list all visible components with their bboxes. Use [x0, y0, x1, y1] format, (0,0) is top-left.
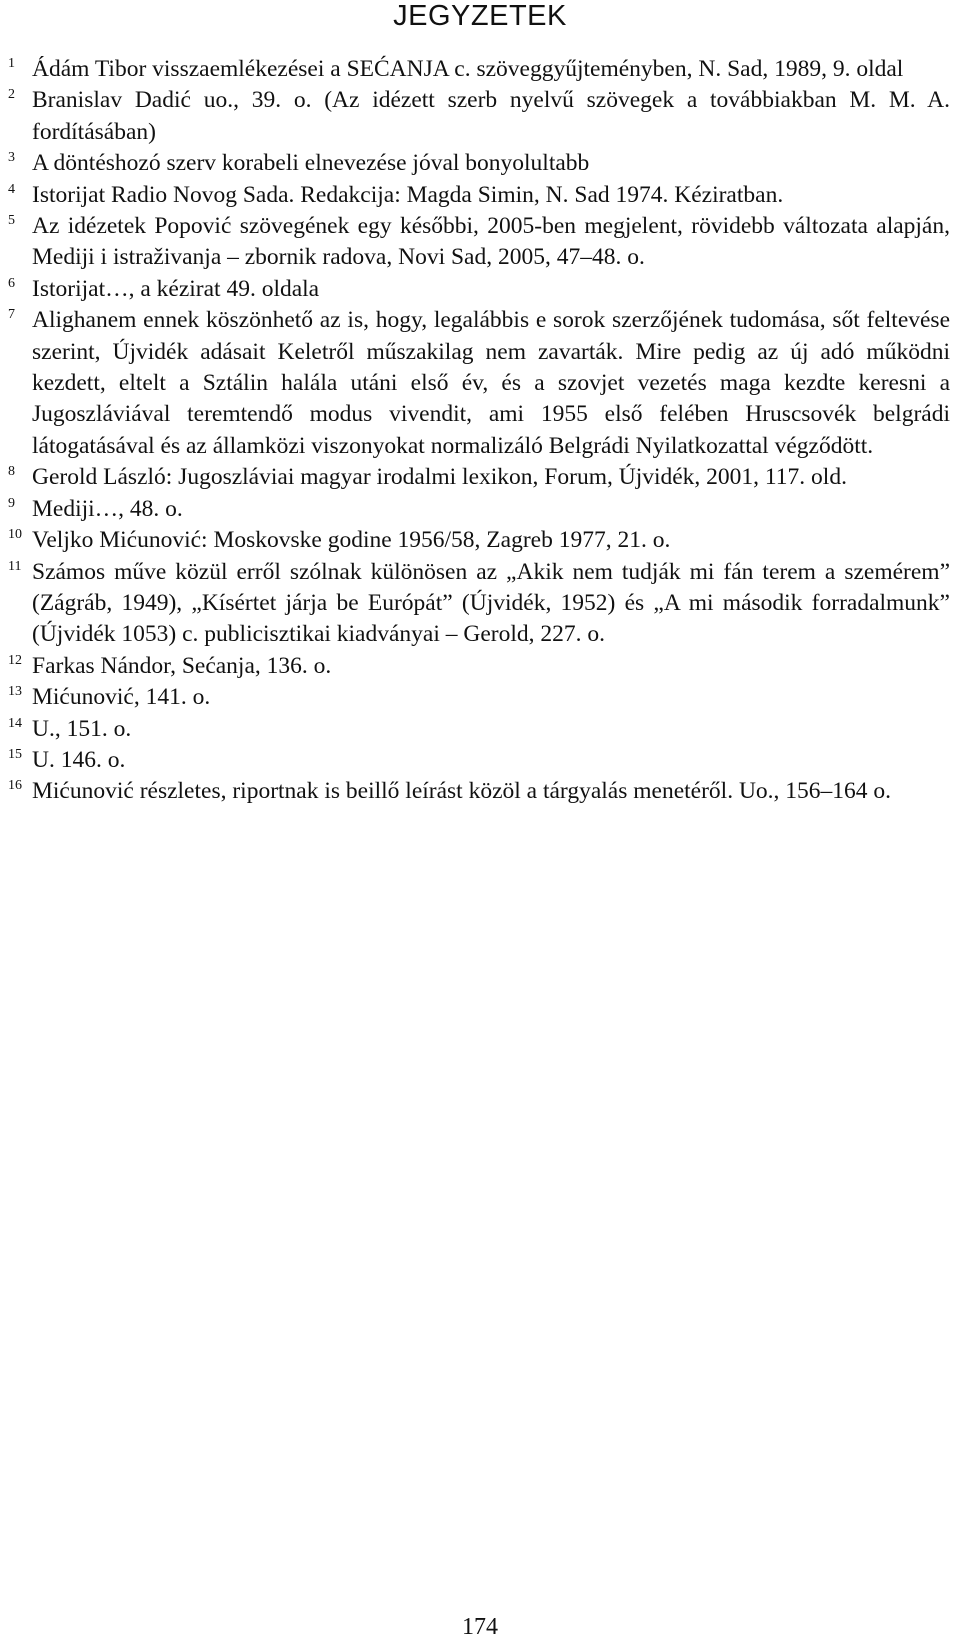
note-number: 1 [8, 56, 15, 71]
note-6 [4, 274, 954, 305]
note-12 [4, 651, 954, 682]
note-text: Branislav Dadić uo., 39. o. (Az idézett szerb nyelvű szövegek a továbbiakban M. M. A. fordításában) [32, 87, 950, 145]
note-5 [4, 211, 954, 274]
note-8 [4, 462, 954, 493]
page-heading: JEGYZETEK [393, 0, 567, 32]
note-text: Az idézetek Popović szövegének egy későbbi, 2005-ben megjelent, rövidebb változata alapján, Mediji i istraživanja – zbornik radova, Novi Sad, 2005, 47–48. o. [32, 213, 950, 271]
note-text: Istorijat Radio Novog Sada. Redakcija: Magda Simin, N. Sad 1974. Kéziratban. [32, 181, 784, 208]
note-10 [4, 525, 954, 556]
note-3 [4, 148, 954, 179]
note-9 [4, 494, 954, 525]
note-number: 14 [8, 715, 22, 731]
note-text: Farkas Nándor, Sećanja, 136. o. [32, 652, 332, 679]
note-text: Alighanem ennek köszönhető az is, hogy, legalábbis e sorok szerzőjének tudomása, sőt feltevése szerint, Újvidék adásait Keletről műszakilag nem zavarták. Mire pedig az új adó működni kezdett, eltelt a Sztálin halála utáni első év, és a szovjet vezetés maga kezdte keresni a Jugoszláviával teremtendő modus vivendit, ami 1955 első felében Hruscsovék belgrádi látogatásával és az államközi viszonyokat normalizáló Belgrádi Nyilatkozattal végződött. [32, 307, 950, 459]
note-text: U., 151. o. [32, 715, 132, 742]
note-number: 11 [8, 558, 22, 574]
note-13 [4, 682, 954, 713]
note-2 [4, 85, 954, 148]
note-text: A döntéshozó szerv korabeli elnevezése jóval bonyolultabb [32, 150, 590, 177]
note-text: Számos műve közül erről szólnak különösen az „Akik nem tudják mi fán terem a szemérem” (Zágráb, 1949), „Kísértet járja be Európát” (Újvidék, 1952) és „A mi második forradalmunk” (Újvidék 1053) c. publicisztikai kiadványai – Gerold, 227. o. [32, 558, 950, 648]
note-4 [4, 180, 954, 211]
page-number: 174 [462, 1614, 498, 1640]
note-number: 10 [8, 527, 22, 543]
note-text: Istorijat…, a kézirat 49. oldala [32, 275, 320, 302]
note-text: Mićunović, 141. o. [32, 684, 211, 711]
note-7 [4, 305, 954, 462]
note-number: 13 [8, 684, 22, 700]
note-text: Ádám Tibor visszaemlékezései a SEĆANJA c. szöveggyűjteményben, N. Sad, 1989, 9. oldal [32, 56, 904, 82]
note-11 [4, 557, 954, 651]
note-text: Mediji…, 48. o. [32, 495, 183, 522]
note-text: Mićunović részletes, riportnak is beillő leírást közöl a tárgyalás menetéről. Uo., 156–164 o. [32, 778, 892, 805]
note-text: Veljko Mićunović: Moskovske godine 1956/58, Zagreb 1977, 21. o. [32, 527, 671, 554]
note-number: 3 [8, 150, 15, 166]
note-number: 2 [8, 87, 15, 103]
note-number: 4 [8, 181, 15, 197]
notes-list [4, 54, 954, 808]
note-number: 15 [8, 746, 22, 762]
note-number: 8 [8, 464, 15, 480]
note-text: U. 146. o. [32, 746, 126, 773]
note-number: 12 [8, 652, 22, 668]
note-number: 6 [8, 275, 15, 291]
note-14 [4, 714, 954, 745]
note-number: 5 [8, 213, 15, 229]
note-number: 9 [8, 495, 15, 511]
note-text: Gerold László: Jugoszláviai magyar irodalmi lexikon, Forum, Újvidék, 2001, 117. old. [32, 464, 847, 491]
note-number: 16 [8, 778, 22, 794]
note-16 [4, 776, 954, 807]
note-15 [4, 745, 954, 776]
note-1 [4, 54, 954, 85]
note-number: 7 [8, 307, 15, 323]
